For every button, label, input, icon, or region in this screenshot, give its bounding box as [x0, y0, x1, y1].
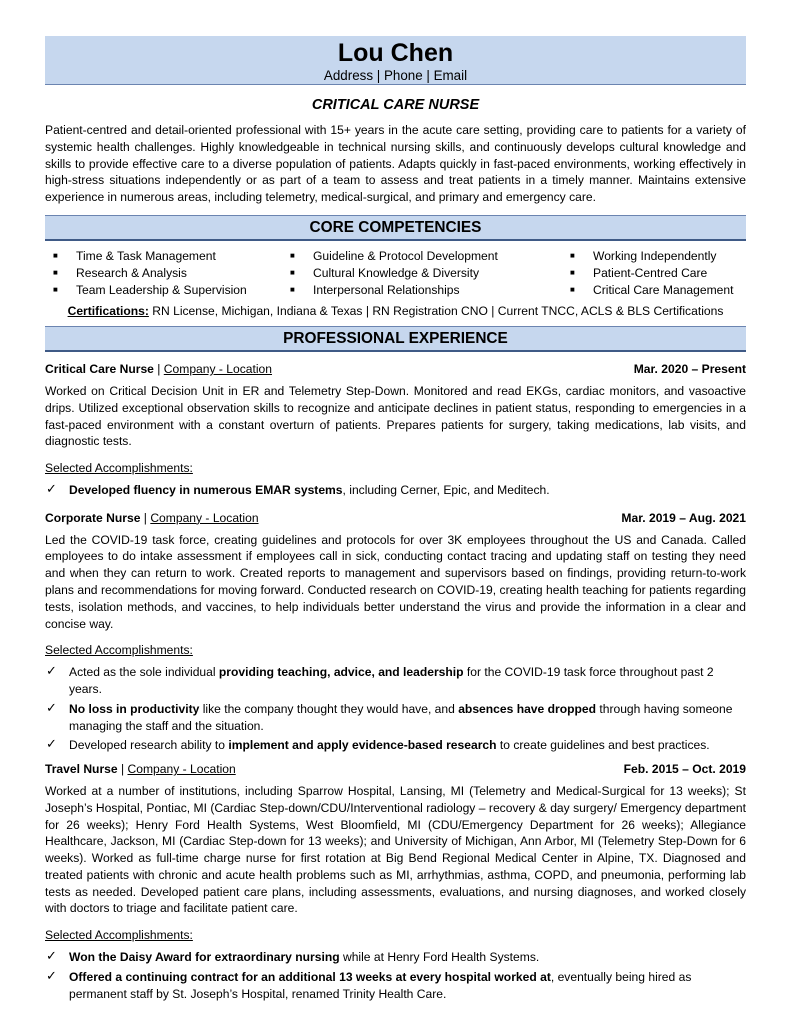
accomplishment-bold: providing teaching, advice, and leadership: [218, 665, 464, 680]
separator: |: [117, 762, 128, 777]
accomplishment-item: [45, 664, 746, 698]
job-dates: Mar. 2019 – Aug. 2021: [621, 510, 746, 525]
job-description: Led the COVID-19 task force, creating guidelines and protocols for over 3K employees throughout the US and Canada. Called employees to do intake assessment if employees call in sick, conducting contact tracing and updating staff on testing they need and when they can return to work. Created reports to management and supervisors based on findings, providing return-to-work plans and recommendations for moving forward. Conducted research on COVID-19, creating health teaching for patients regarding tests, isolation methods, and vaccines, to help individuals better understand the virus and provide the information in a clear and concise way.: [45, 532, 746, 631]
selected-accomplishments-label: Selected Accomplishments:: [45, 643, 193, 658]
competency-item: ■ Research & Analysis: [45, 265, 282, 282]
accomplishment-text: while at Henry Ford Health Systems.: [339, 950, 540, 965]
job-dates: Mar. 2020 – Present: [633, 362, 746, 377]
job-role: Travel Nurse: [45, 762, 118, 777]
competency-item: ■ Critical Care Management: [562, 282, 746, 299]
job-entry: [45, 510, 746, 754]
name-header: [45, 36, 746, 85]
accomplishment-bold: No loss in productivity: [69, 701, 200, 716]
accomplishment-text: Developed research ability to: [69, 738, 229, 753]
separator: |: [153, 362, 164, 377]
competency-column-1: [45, 248, 282, 298]
accomplishment-bold: absences have dropped: [458, 701, 596, 716]
checkmark-icon: ✓: [46, 967, 57, 983]
checkmark-icon: ✓: [46, 699, 57, 715]
competency-column-2: [282, 248, 562, 298]
company-location: Company - Location: [127, 762, 236, 777]
accomplishment-bold: Offered a continuing contract for an additional 13 weeks at every hospital worked at: [69, 969, 551, 984]
accomplishment-bold: Won the Daisy Award for extraordinary nursing: [69, 950, 340, 965]
accomplishment-bold: implement and apply evidence-based research: [228, 738, 497, 753]
competency-item: ■ Guideline & Protocol Development: [282, 248, 562, 265]
checkmark-icon: ✓: [46, 663, 57, 679]
competency-item: ■ Cultural Knowledge & Diversity: [282, 265, 562, 282]
job-role: Corporate Nurse: [45, 510, 141, 525]
competency-item: ■ Working Independently: [562, 248, 746, 265]
accomplishment-item: [45, 482, 746, 499]
summary-paragraph: Patient-centred and detail-oriented professional with 15+ years in the acute care setting, providing care to patients for a variety of systemic health challenges. Highly knowledgeable in technical nursing skills, and continuously develops cultural knowledge and skills to provide effective care to a diverse population of patients. Adapts quickly in fast-paced environments, working effectively in high-stress situations independently or as part of a team to assess and treat patients in a timely manner. Maintains extensive experience in numerous areas, including telemetry, medical-surgical, and primary and emergency care.: [45, 123, 746, 205]
contact-line: Address | Phone | Email: [323, 68, 468, 83]
job-entry: [45, 761, 746, 1002]
accomplishment-text: like the company thought they would have, and: [199, 701, 459, 716]
accomplishment-list: [45, 949, 746, 1002]
certifications-text: RN License, Michigan, Indiana & Texas | RN Registration CNO | Current TNCC, ACLS & BLS Certifications: [148, 304, 724, 319]
accomplishment-text: through having someone managing the staff and the situation.: [69, 701, 733, 733]
job-header: [45, 510, 746, 527]
accomplishment-text: , eventually being hired as permanent staff by St. Joseph’s Hospital, renamed Trinity Health Care.: [69, 969, 692, 1001]
accomplishment-text: to create guidelines and best practices.: [496, 738, 710, 753]
resume-page: [45, 36, 746, 1005]
competency-item: ■ Interpersonal Relationships: [282, 282, 562, 299]
candidate-name: Lou Chen: [337, 39, 454, 67]
competency-item: ■ Time & Task Management: [45, 248, 282, 265]
competency-item: ■ Patient-Centred Care: [562, 265, 746, 282]
competencies-grid: [45, 248, 746, 298]
accomplishment-list: [45, 482, 746, 499]
competency-column-3: [562, 248, 746, 298]
separator: |: [140, 510, 151, 525]
job-header: [45, 361, 746, 378]
accomplishment-item: [45, 701, 746, 735]
accomplishment-bold: Developed fluency in numerous EMAR systems: [69, 482, 343, 497]
job-role: Critical Care Nurse: [45, 362, 154, 377]
accomplishment-text: for the COVID-19 task force throughout past 2 years.: [69, 665, 714, 696]
accomplishment-item: [45, 949, 746, 966]
certifications-line: [45, 303, 746, 320]
company-location: Company - Location: [150, 510, 259, 525]
job-description: Worked at a number of institutions, including Sparrow Hospital, Lansing, MI (Telemetry and Medical-Surgical for 13 weeks); St Joseph’s Hospital, Pontiac, MI (Cardiac Step-down/CDU/Interventional radiology – recovery & day surgery/ Emergency department for 26 weeks); Henry Ford Health Systems, West Bloomfield, MI (CDU/Emergency Department for 26 weeks); Allegiance Healthcare, Jackson, MI (Cardiac Step-down for 13 weeks); and University of Michigan, Ann Arbor, MI (Telemetry Step-Down for 6 weeks). Worked as full-time charge nurse for first rotation at Big Bend Regional Medical Center in Alpine, TX. Diagnosed and treated patients with chronic and acute health problems such as MI, arrhythmias, asthma, COPD, and pneumonia, performing lab tests as needed. Developed patient care plans, including assessments, evaluations, and nursing diagnoses, and worked closely with doctors to triage and facilitate patient care.: [45, 783, 746, 916]
selected-accomplishments-label: Selected Accomplishments:: [45, 928, 193, 943]
accomplishment-item: [45, 969, 746, 1003]
accomplishment-text: Acted as the sole individual: [69, 665, 219, 680]
job-entry: [45, 361, 746, 499]
checkmark-icon: ✓: [46, 480, 57, 496]
job-header: [45, 761, 746, 778]
accomplishment-item: [45, 737, 746, 754]
certifications-label: Certifications:: [67, 304, 149, 319]
accomplishment-list: [45, 664, 746, 754]
section-heading-core-competencies: CORE COMPETENCIES: [45, 215, 746, 241]
job-dates: Feb. 2015 – Oct. 2019: [623, 762, 746, 777]
section-heading-professional-experience: PROFESSIONAL EXPERIENCE: [45, 326, 746, 352]
job-title: CRITICAL CARE NURSE: [311, 97, 480, 113]
accomplishment-text: , including Cerner, Epic, and Meditech.: [342, 482, 550, 497]
checkmark-icon: ✓: [46, 948, 57, 964]
company-location: Company - Location: [163, 362, 273, 377]
competency-item: ■ Team Leadership & Supervision: [45, 282, 282, 299]
selected-accomplishments-label: Selected Accomplishments:: [45, 461, 193, 476]
job-description: Worked on Critical Decision Unit in ER and Telemetry Step-Down. Monitored and read EKGs, cardiac monitors, and vasoactive drips. Utilized exceptional observation skills to recognize and anticipate declines in patient status, responding to emergencies in a fast-paced environment with a constant overturn of patients. Prepares patients for surgery, taking medications, lab visits, and diagnostic tests.: [45, 383, 746, 449]
checkmark-icon: ✓: [46, 736, 57, 752]
